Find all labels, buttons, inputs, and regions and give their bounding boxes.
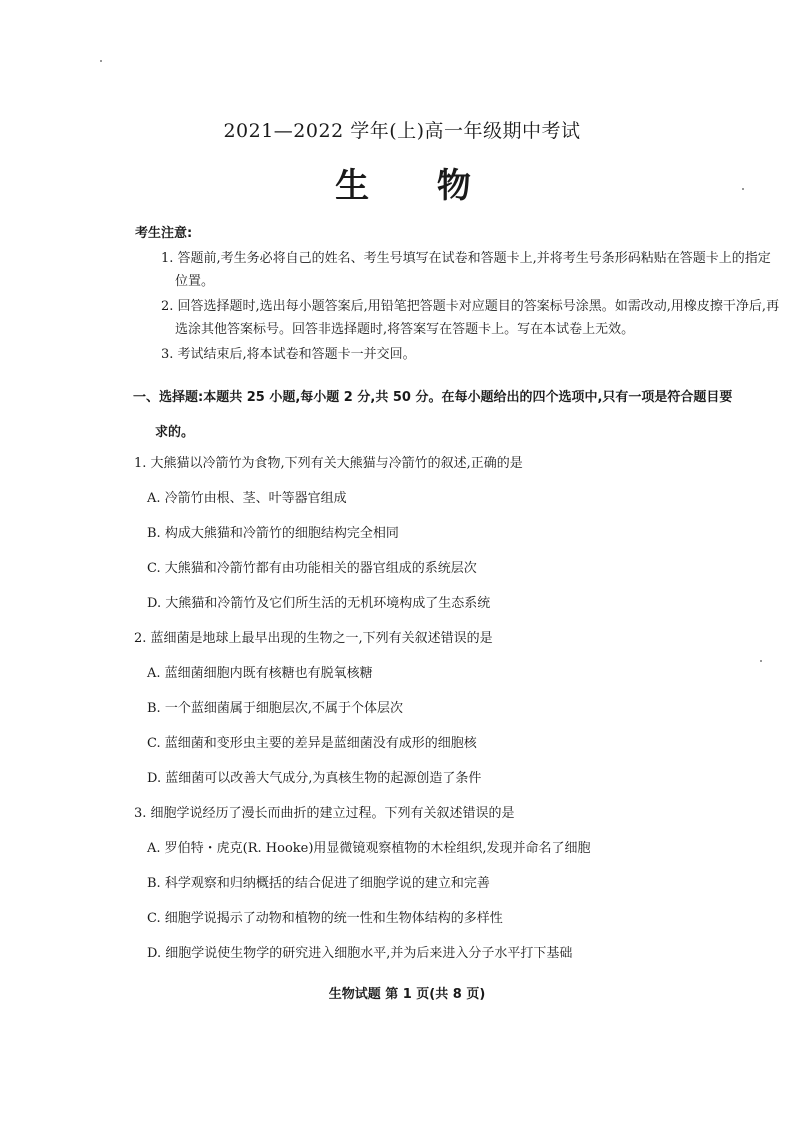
- question: [134, 451, 774, 626]
- subject-title: 生 物: [335, 166, 499, 206]
- page-footer: 生物试题 第 1 页(共 8 页): [328, 987, 486, 1002]
- question: [134, 801, 774, 976]
- question-option: C. 细胞学说揭示了动物和植物的统一性和生物体结构的多样性: [147, 911, 503, 926]
- notice-heading: 考生注意:: [135, 226, 193, 241]
- scan-speck: [760, 660, 762, 662]
- section-heading: [133, 380, 783, 450]
- candidate-notice: [135, 222, 780, 368]
- exam-title: 2021—2022 学年(上)高一年级期中考试: [223, 120, 581, 142]
- question-option: A. 罗伯特・虎克(R. Hooke)用显微镜观察植物的木栓组织,发现并命名了细胞: [147, 841, 591, 856]
- question-list: [134, 451, 774, 976]
- question-option: C. 蓝细菌和变形虫主要的差异是蓝细菌没有成形的细胞核: [147, 736, 477, 751]
- notice-item: 3. 考试结束后,将本试卷和答题卡一并交回。: [161, 347, 416, 362]
- question-option: D. 细胞学说使生物学的研究进入细胞水平,并为后来进入分子水平打下基础: [147, 946, 573, 961]
- question-option: A. 蓝细菌细胞内既有核糖也有脱氧核糖: [147, 666, 373, 681]
- question-stem: 1. 大熊猫以冷箭竹为食物,下列有关大熊猫与冷箭竹的叙述,正确的是: [134, 456, 523, 471]
- question-option: A. 冷箭竹由根、茎、叶等器官组成: [147, 491, 347, 506]
- section-heading-line: 求的。: [155, 425, 195, 440]
- question: [134, 626, 774, 801]
- question-stem: 3. 细胞学说经历了漫长而曲折的建立过程。下列有关叙述错误的是: [134, 806, 515, 821]
- question-stem: 2. 蓝细菌是地球上最早出现的生物之一,下列有关叙述错误的是: [134, 631, 493, 646]
- notice-item: 1. 答题前,考生务必将自己的姓名、考生号填写在试卷和答题卡上,并将考生号条形码粘贴在答题卡上的指定位置。: [161, 251, 771, 289]
- scan-speck: [742, 188, 744, 190]
- question-option: C. 大熊猫和冷箭竹都有由功能相关的器官组成的系统层次: [147, 561, 477, 576]
- notice-item: 2. 回答选择题时,选出每小题答案后,用铅笔把答题卡对应题目的答案标号涂黑。如需改动,用橡皮擦干净后,再选涂其他答案标号。回答非选择题时,将答案写在答题卡上。写在本试卷上无效。: [161, 299, 780, 337]
- scan-speck: [100, 60, 102, 62]
- question-option: D. 大熊猫和冷箭竹及它们所生活的无机环境构成了生态系统: [147, 596, 491, 611]
- question-option: B. 一个蓝细菌属于细胞层次,不属于个体层次: [147, 701, 403, 716]
- section-heading-line: 一、选择题:本题共 25 小题,每小题 2 分,共 50 分。在每小题给出的四个选项中,只有一项是符合题目要: [133, 390, 733, 405]
- question-option: B. 构成大熊猫和冷箭竹的细胞结构完全相同: [147, 526, 399, 541]
- question-option: B. 科学观察和归纳概括的结合促进了细胞学说的建立和完善: [147, 876, 490, 891]
- question-option: D. 蓝细菌可以改善大气成分,为真核生物的起源创造了条件: [147, 771, 482, 786]
